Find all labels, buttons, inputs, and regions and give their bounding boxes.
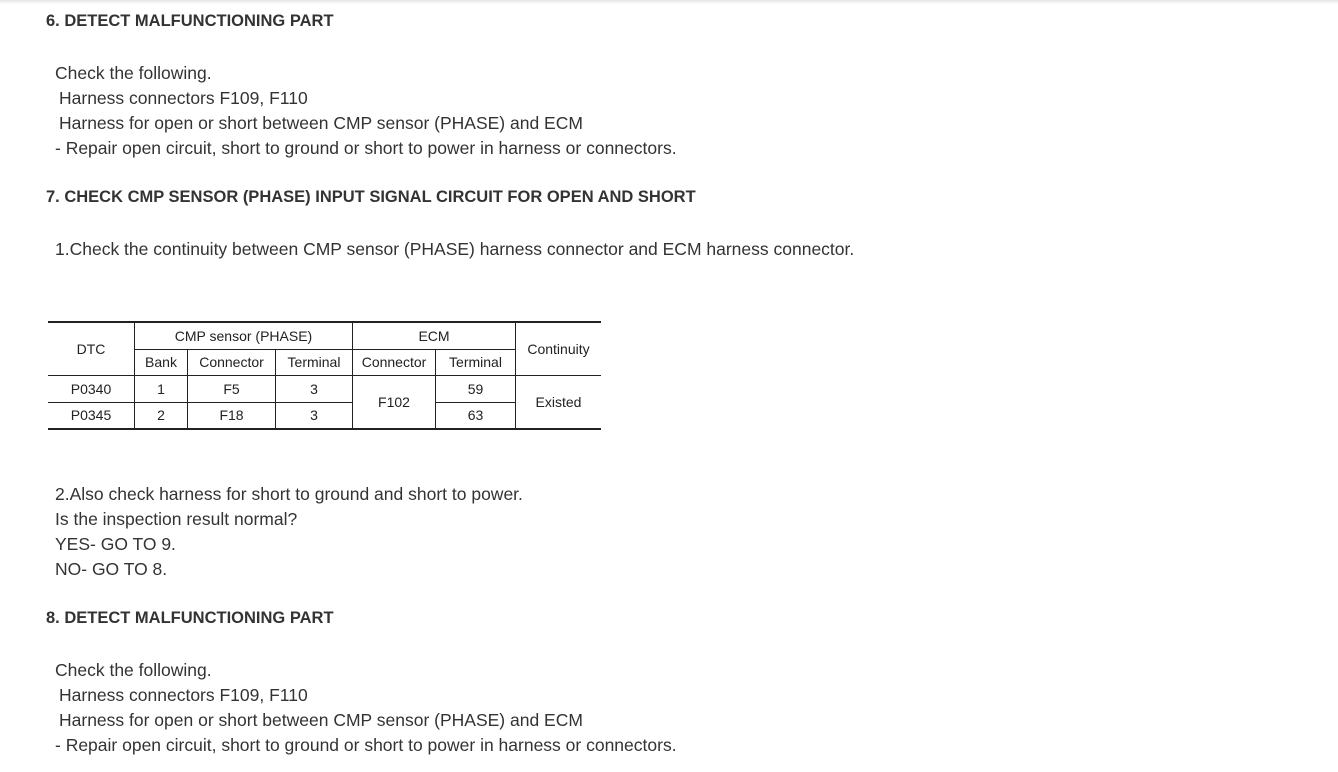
header-ecm: ECM [353,322,516,349]
cell-connector: F18 [188,402,276,429]
header-cmp-sensor: CMP sensor (PHASE) [135,322,353,349]
cell-bank: 2 [135,402,188,429]
section-6-line: - Repair open circuit, short to ground or short to power in harness or connectors. [55,138,677,158]
section-8-heading: 8. DETECT MALFUNCTIONING PART [46,609,334,627]
section-7-heading: 7. CHECK CMP SENSOR (PHASE) INPUT SIGNAL CIRCUIT FOR OPEN AND SHORT [46,188,696,206]
section-6-line: Check the following. [55,63,212,83]
inspection-question: Is the inspection result normal? [55,509,298,529]
section-8-line: - Repair open circuit, short to ground or short to power in harness or connectors. [55,735,677,755]
cell-continuity: Existed [516,376,602,430]
cell-ecm-terminal: 59 [436,376,516,403]
header-dtc: DTC [48,322,135,376]
cell-dtc: P0340 [48,376,135,403]
section-6-line: Harness connectors F109, F110 [59,88,308,108]
section-6-line: Harness for open or short between CMP sensor (PHASE) and ECM [59,113,583,133]
no-branch: NO- GO TO 8. [55,559,168,579]
section-7-step-2: 2.Also check harness for short to ground and short to power. [55,484,523,504]
cell-dtc: P0345 [48,402,135,429]
cell-ecm-terminal: 63 [436,402,516,429]
section-6-heading: 6. DETECT MALFUNCTIONING PART [46,12,334,30]
table-row [48,376,601,403]
header-cmp-terminal: Terminal [276,349,353,376]
top-shadow [0,0,1338,4]
header-cmp-connector: Connector [188,349,276,376]
section-8-line: Harness for open or short between CMP sensor (PHASE) and ECM [59,710,583,730]
section-8-line: Harness connectors F109, F110 [59,685,308,705]
header-continuity: Continuity [516,322,602,376]
continuity-table [48,321,601,430]
cell-terminal: 3 [276,376,353,403]
header-ecm-terminal: Terminal [436,349,516,376]
header-ecm-connector: Connector [353,349,436,376]
cell-ecm-connector: F102 [353,376,436,430]
cell-bank: 1 [135,376,188,403]
section-8-line: Check the following. [55,660,212,680]
section-7-step-1: 1.Check the continuity between CMP sensor (PHASE) harness connector and ECM harness connector. [55,239,855,259]
yes-branch: YES- GO TO 9. [55,534,176,554]
header-bank: Bank [135,349,188,376]
cell-connector: F5 [188,376,276,403]
cell-terminal: 3 [276,402,353,429]
